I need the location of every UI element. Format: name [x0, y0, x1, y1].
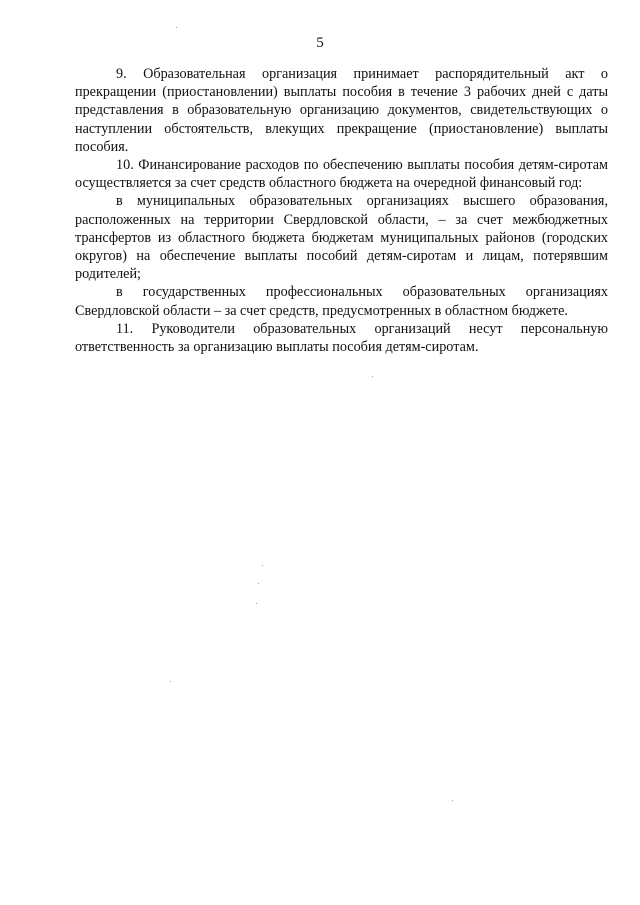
scan-speck	[262, 565, 263, 566]
scan-speck	[452, 800, 453, 801]
page-number: 5	[316, 35, 324, 51]
paragraph-10: 10. Финансирование расходов по обеспечению выплаты пособия детям-сиротам осуществляется за счет средств областного бюджета на очередной финансовый год:	[75, 157, 608, 192]
paragraph-10-municipal: в муниципальных образовательных организациях высшего образования, расположенных на территории Свердловской области, – за счет межбюджетных трансфертов из областного бюджета бюджетам муниципальных районов (городских округов) на обеспечение выплаты пособий детям-сиротам и лицам, потерявшим родителей;	[75, 193, 608, 283]
paragraph-11: 11. Руководители образовательных организаций несут персональную ответственность за организацию выплаты пособия детям-сиротам.	[75, 320, 608, 356]
scan-speck	[258, 583, 259, 584]
scan-speck	[256, 603, 257, 604]
scan-speck	[170, 681, 171, 682]
document-body	[75, 65, 608, 356]
paragraph-9: 9. Образовательная организация принимает распорядительный акт о прекращении (приостановлении) выплаты пособия в течение 3 рабочих дней с даты представления в образовательную организацию документов, свидетельствующих о наступлении обстоятельств, влекущих прекращение (приостановление) выплаты пособия.	[75, 66, 608, 155]
paragraph-10-state: в государственных профессиональных образовательных организациях Свердловской области – за счет средств, предусмотренных в областном бюджете.	[75, 284, 608, 319]
scan-speck	[372, 376, 373, 377]
scan-speck	[176, 27, 177, 28]
